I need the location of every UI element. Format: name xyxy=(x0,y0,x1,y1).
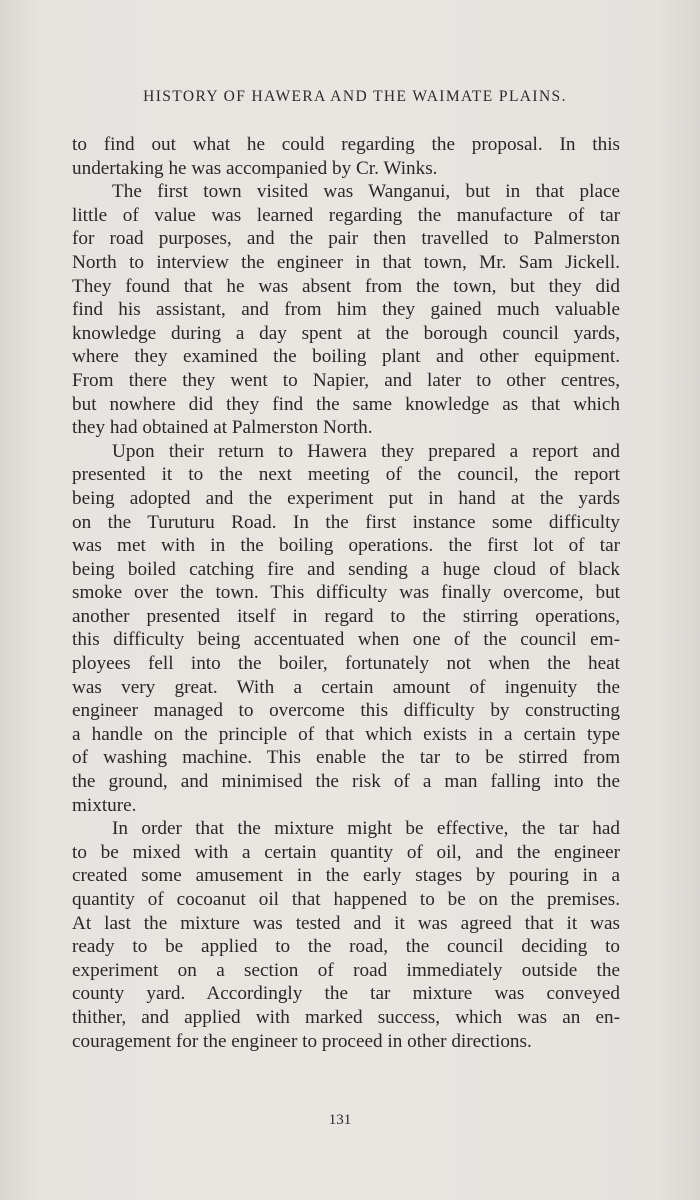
text-line: the ground, and minimised the risk of a man falling into the xyxy=(72,771,620,793)
text-line: they had obtained at Palmerston North. xyxy=(72,417,373,439)
paragraph xyxy=(72,180,620,440)
text-line: smoke over the town. This difficulty was finally overcome, but xyxy=(72,582,620,604)
text-line: engineer managed to overcome this difficulty by constructing xyxy=(72,700,620,722)
text-line: find his assistant, and from him they gained much valuable xyxy=(72,299,620,321)
text-line: ployees fell into the boiler, fortunately not when the heat xyxy=(72,653,620,675)
text-line: thither, and applied with marked success, which was an en- xyxy=(72,1006,620,1028)
text-line: They found that he was absent from the town, but they did xyxy=(72,275,620,297)
text-line: In order that the mixture might be effective, the tar had xyxy=(112,818,620,840)
text-line: of washing machine. This enable the tar to be stirred from xyxy=(72,747,620,769)
text-line: to find out what he could regarding the proposal. In this xyxy=(72,134,620,155)
text-line: From there they went to Napier, and later to other centres, xyxy=(72,369,620,391)
text-line: Upon their return to Hawera they prepared a report and xyxy=(112,440,620,462)
text-line: county yard. Accordingly the tar mixture was conveyed xyxy=(72,983,620,1005)
text-line: experiment on a section of road immediately outside the xyxy=(72,959,620,981)
text-line: this difficulty being accentuated when one of the council em- xyxy=(72,629,620,651)
body-text xyxy=(72,133,620,1053)
text-line: was met with in the boiling operations. the first lot of tar xyxy=(72,535,620,557)
text-line: created some amusement in the early stages by pouring in a xyxy=(72,865,620,887)
paragraph xyxy=(72,133,620,180)
text-line: mixture. xyxy=(72,794,137,816)
text-line: presented it to the next meeting of the council, the report xyxy=(72,464,620,486)
text-line: North to interview the engineer in that town, Mr. Sam Jickell. xyxy=(72,251,620,273)
text-line: where they examined the boiling plant and other equipment. xyxy=(72,346,620,368)
text-line: knowledge during a day spent at the borough council yards, xyxy=(72,322,620,344)
running-head: HISTORY OF HAWERA AND THE WAIMATE PLAINS. xyxy=(143,88,567,105)
text-line: The first town visited was Wanganui, but in that place xyxy=(112,181,620,203)
text-line: undertaking he was accompanied by Cr. Winks. xyxy=(72,157,438,179)
text-line: ready to be applied to the road, the council deciding to xyxy=(72,936,620,958)
text-line: At last the mixture was tested and it was agreed that it was xyxy=(72,912,620,934)
paragraph xyxy=(72,440,620,818)
text-line: couragement for the engineer to proceed in other directions. xyxy=(72,1030,532,1052)
paragraph xyxy=(72,817,620,1053)
text-line: being adopted and the experiment put in hand at the yards xyxy=(72,487,620,509)
text-line: but nowhere did they find the same knowledge as that which xyxy=(72,393,620,415)
page-number: 131 xyxy=(328,1112,352,1128)
text-line: being boiled catching fire and sending a huge cloud of black xyxy=(72,558,620,580)
text-line: another presented itself in regard to the stirring operations, xyxy=(72,605,620,627)
text-line: on the Turuturu Road. In the first instance some difficulty xyxy=(72,511,620,533)
text-line: for road purposes, and the pair then travelled to Palmerston xyxy=(72,228,620,250)
text-line: little of value was learned regarding the manufacture of tar xyxy=(72,204,620,226)
text-line: quantity of cocoanut oil that happened to be on the premises. xyxy=(72,889,620,910)
text-line: was very great. With a certain amount of ingenuity the xyxy=(72,676,620,698)
text-line: a handle on the principle of that which exists in a certain type xyxy=(72,723,620,745)
text-line: to be mixed with a certain quantity of oil, and the engineer xyxy=(72,841,620,863)
